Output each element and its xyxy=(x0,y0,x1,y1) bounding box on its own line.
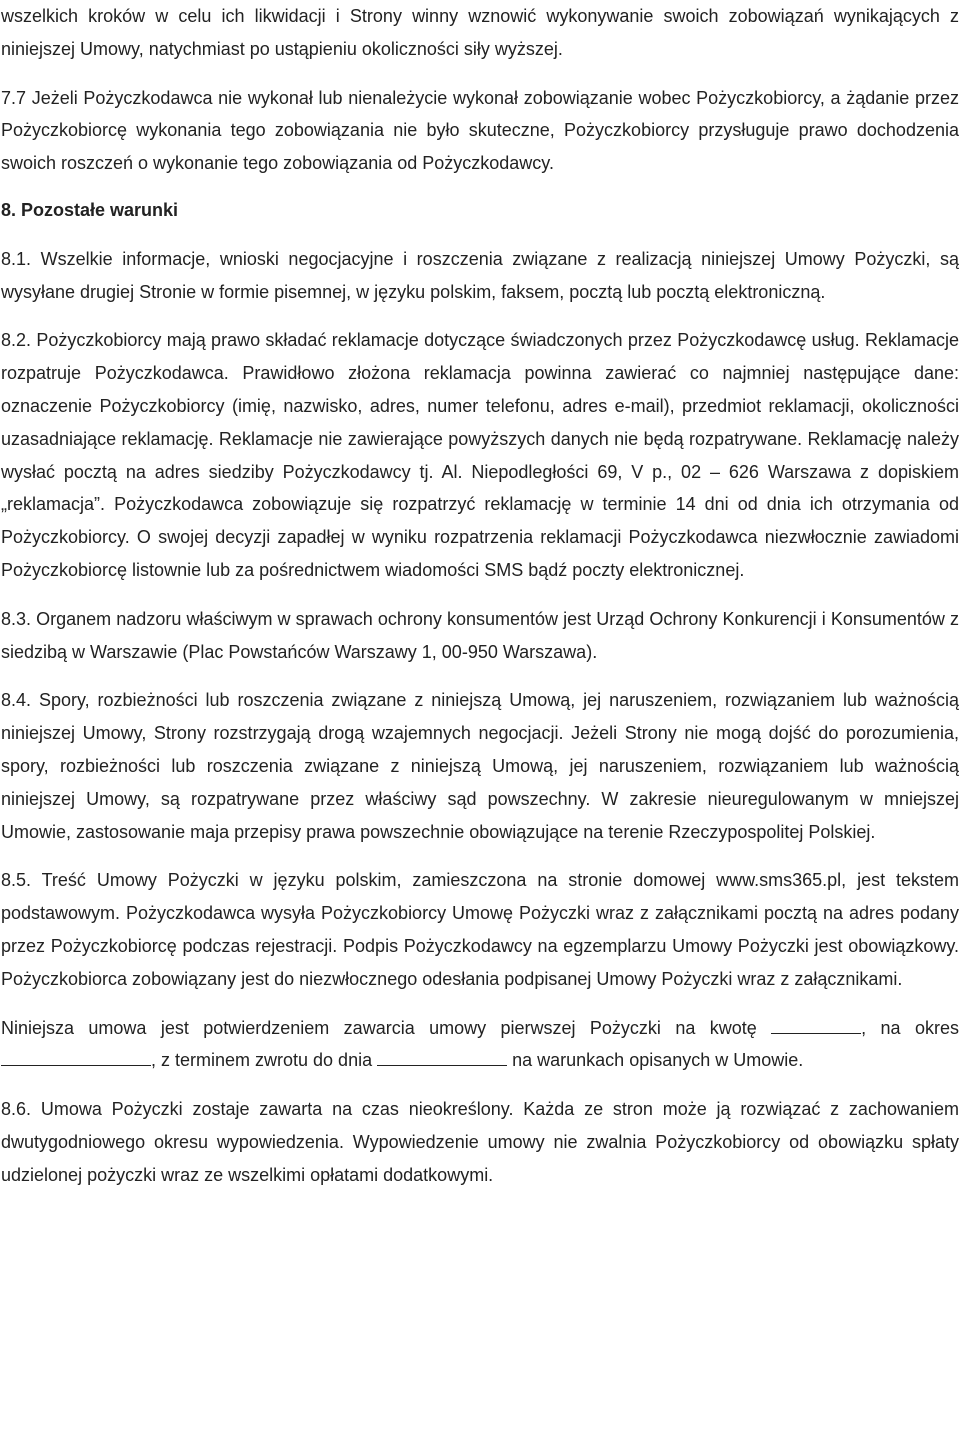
paragraph-7-7: 7.7 Jeżeli Pożyczkodawca nie wykonał lub nienależycie wykonał zobowiązanie wobec Pożyczkobiorcy, a żądanie przez Pożyczkobiorcę wykonania tego zobowiązania nie było skuteczne, Pożyczkobiorcy przysługuje prawo dochodzenia swoich roszczeń o wykonanie tego zobowiązania od Pożyczkodawcy. xyxy=(1,87,959,174)
paragraph-8-1: 8.1. Wszelkie informacje, wnioski negocjacyjne i roszczenia związane z realizacją niniejszej Umowy Pożyczki, są wysyłane drugiej Stronie w formie pisemnej, w języku polskim, faksem, pocztą lub pocztą elektroniczną. xyxy=(1,248,959,302)
blank-field-due-date xyxy=(377,1047,507,1066)
paragraph-8-3: 8.3. Organem nadzoru właściwym w sprawach ochrony konsumentów jest Urząd Ochrony Konkurencji i Konsumentów z siedzibą w Warszawie (Plac Powstańców Warszawy 1, 00-950 Warszawa). xyxy=(1,608,959,662)
paragraph-8-5: 8.5. Treść Umowy Pożyczki w języku polskim, zamieszczona na stronie domowej www.sms365.pl, jest tekstem podstawowym. Pożyczkodawca wysyła Pożyczkobiorcy Umowę Pożyczki wraz z załącznikami pocztą na adres podany przez Pożyczkobiorcę podczas rejestracji. Podpis Pożyczkodawcy na egzemplarzu Umowy Pożyczki jest obowiązkowy. Pożyczkobiorca zobowiązany jest do niezwłocznego odesłania podpisanej Umowy Pożyczki wraz z załącznikami. xyxy=(1,870,959,989)
section-heading-8: 8. Pozostałe warunki xyxy=(1,199,179,220)
paragraph-8-2: 8.2. Pożyczkobiorcy mają prawo składać reklamacje dotyczące świadczonych przez Pożyczkodawcę usług. Reklamacje rozpatruje Pożyczkodawca. Prawidłowo złożona reklamacja powinna zawierać co najmniej następujące dane: oznaczenie Pożyczkobiorcy (imię, nazwisko, adres, numer telefonu, adres e-mail), przedmiot reklamacji, okoliczności uzasadniające reklamację. Reklamacje nie zawierające powyższych danych nie będą rozpatrywane. Reklamację należy wysłać pocztą na adres siedziby Pożyczkodawcy tj. Al. Niepodległości 69, V p., 02 – 626 Warszawa z dopiskiem „reklamacja”. Pożyczkodawca zobowiązuje się rozpatrzyć reklamację w terminie 14 dni od dnia ich otrzymania od Pożyczkobiorcy. O swojej decyzji zapadłej w wyniku rozpatrzenia reklamacji Pożyczkodawca niezwłocznie zawiadomi Pożyczkobiorcę listownie lub za pośrednictwem wiadomości SMS bądź poczty elektronicznej. xyxy=(1,330,959,580)
confirmation-text-terms: na warunkach opisanych w Umowie. xyxy=(512,1050,804,1071)
paragraph-8-6: 8.6. Umowa Pożyczki zostaje zawarta na czas nieokreślony. Każda ze stron może ją rozwiązać z zachowaniem dwutygodniowego okresu wypowiedzenia. Wypowiedzenie umowy nie zwalnia Pożyczkobiorcy od obowiązku spłaty udzielonej pożyczki wraz ze wszelkimi opłatami dodatkowymi. xyxy=(1,1099,959,1185)
paragraph-force-majeure-continuation: wszelkich kroków w celu ich likwidacji i Strony winny wznowić wykonywanie swoich zobowiązań wynikających z niniejszej Umowy, natychmiast po ustąpieniu okoliczności siły wyższej. xyxy=(1,6,959,59)
paragraph-8-4: 8.4. Spory, rozbieżności lub roszczenia związane z niniejszą Umową, jej naruszeniem, rozwiązaniem lub ważnością niniejszej Umowy, Strony rozstrzygają drogą wzajemnych negocjacji. Jeżeli Strony nie mogą dojść do porozumienia, spory, rozbieżności lub roszczenia związane z niniejszą Umową, jej naruszeniem, rozwiązaniem lub ważnością niniejszej Umowy, są rozpatrywane przez właściwy sąd powszechny. W zakresie nieuregulowanym w mniejszej Umowie, zastosowanie maja przepisy prawa powszechnie obowiązujące na terenie Rzeczypospolitej Polskiej. xyxy=(1,690,959,842)
confirmation-text-due-date: , z terminem zwrotu do dnia xyxy=(151,1050,373,1071)
confirmation-text-period: , na okres xyxy=(861,1017,959,1038)
blank-field-period xyxy=(1,1047,151,1066)
paragraph-loan-confirmation xyxy=(1,1012,959,1078)
confirmation-text-amount: Niniejsza umowa jest potwierdzeniem zawarcia umowy pierwszej Pożyczki na kwotę xyxy=(1,1017,757,1038)
blank-field-amount xyxy=(771,1015,861,1034)
